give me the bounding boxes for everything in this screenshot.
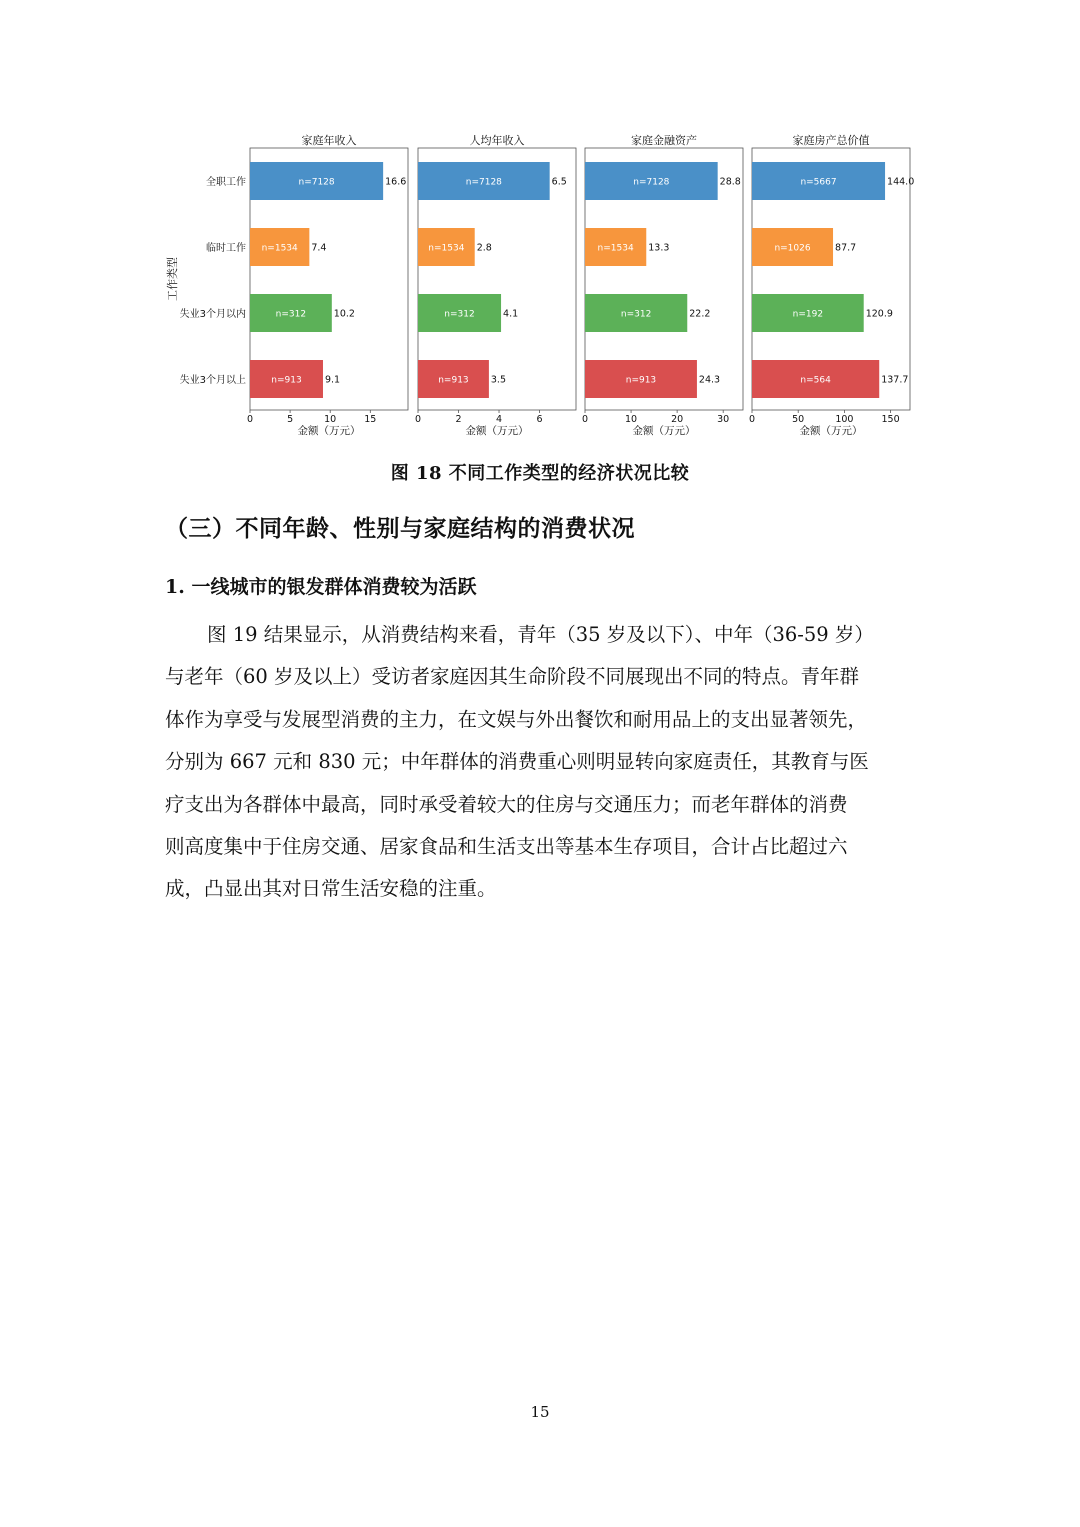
- panel-title: 家庭金融资产: [631, 134, 697, 147]
- x-tick-label: 10: [625, 414, 638, 425]
- x-axis-label: 金额（万元）: [799, 425, 863, 437]
- bar-value-label: 13.3: [648, 242, 670, 254]
- bar-value-label: 24.3: [698, 374, 721, 386]
- category-label: 全职工作: [206, 177, 246, 188]
- bar-value-label: 10.2: [333, 308, 355, 320]
- x-tick-label: 20: [671, 414, 684, 425]
- x-tick-label: 0: [581, 414, 589, 425]
- x-tick-label: 10: [324, 414, 337, 425]
- bar-n-label: n=913: [271, 375, 302, 386]
- bar-n-label: n=1026: [774, 243, 811, 254]
- bar-n-label: n=1534: [261, 243, 298, 254]
- x-tick-label: 6: [536, 414, 543, 425]
- x-axis-label: 金额（万元）: [465, 425, 529, 437]
- bar-n-label: n=312: [275, 309, 307, 320]
- bar-value-label: 87.7: [835, 242, 857, 254]
- x-tick-label: 0: [246, 414, 254, 425]
- paragraph-line: 体作为享受与发展型消费的主力，在文娱与外出餐饮和耐用品上的支出显著领先，: [165, 708, 868, 731]
- section-heading: （三）不同年龄、性别与家庭结构的消费状况: [165, 515, 635, 542]
- bar-n-label: n=913: [625, 375, 657, 386]
- bar-value-label: 28.8: [719, 176, 741, 188]
- paragraph-line: 与老年（60 岁及以上）受访者家庭因其生命阶段不同展现出不同的特点。青年群: [165, 665, 860, 688]
- x-tick-label: 4: [496, 414, 503, 425]
- y-axis-label: 工作类型: [166, 257, 179, 301]
- panel-title: 人均年收入: [469, 134, 525, 147]
- x-tick-label: 15: [364, 414, 377, 425]
- bar-value-label: 137.7: [881, 374, 909, 386]
- bar-value-label: 2.8: [476, 242, 492, 254]
- page-number: 15: [530, 1403, 550, 1421]
- category-label: 临时工作: [206, 243, 246, 254]
- bar-n-label: n=913: [438, 375, 469, 386]
- bar-n-label: n=7128: [633, 177, 670, 188]
- x-tick-label: 50: [792, 414, 805, 425]
- bar-value-label: 22.2: [689, 308, 711, 320]
- bar-value-label: 16.6: [385, 176, 407, 188]
- bar-n-label: n=1534: [597, 243, 634, 254]
- bar-value-label: 144.0: [887, 176, 915, 188]
- x-tick-label: 5: [287, 414, 294, 425]
- paragraph-line: 分别为 667 元和 830 元；中年群体的消费重心则明显转向家庭责任，其教育与医: [165, 750, 869, 773]
- bar-n-label: n=7128: [465, 177, 502, 188]
- panel-title: 家庭房产总价值: [792, 134, 870, 147]
- x-tick-label: 100: [835, 414, 854, 425]
- x-tick-label: 2: [455, 414, 462, 425]
- sub-heading: 1. 一线城市的银发群体消费较为活跃: [165, 576, 477, 598]
- bar-value-label: 120.9: [865, 308, 893, 320]
- category-label: 失业3个月以内: [179, 309, 246, 320]
- x-axis-label: 金额（万元）: [632, 425, 696, 437]
- bar-value-label: 3.5: [490, 374, 507, 386]
- bar-n-label: n=564: [800, 375, 831, 386]
- bar-value-label: 4.1: [503, 308, 519, 320]
- bar-n-label: n=192: [792, 309, 824, 320]
- x-axis-label: 金额（万元）: [297, 425, 361, 437]
- bar-n-label: n=7128: [298, 177, 335, 188]
- x-tick-label: 0: [748, 414, 756, 425]
- category-label: 失业3个月以上: [179, 375, 246, 386]
- bar-n-label: n=5667: [800, 177, 837, 188]
- paragraph-line: 图 19 结果显示，从消费结构来看，青年（35 岁及以下）、中年（36-59 岁）: [207, 623, 874, 646]
- bar-n-label: n=1534: [428, 243, 465, 254]
- x-tick-label: 30: [717, 414, 730, 425]
- x-tick-label: 0: [414, 414, 422, 425]
- bar-n-label: n=312: [444, 309, 475, 320]
- paragraph-line: 疗支出为各群体中最高，同时承受着较大的住房与交通压力；而老年群体的消费: [165, 793, 848, 816]
- paragraph-line: 成，凸显出其对日常生活安稳的注重。: [165, 877, 497, 900]
- bar-n-label: n=312: [620, 309, 652, 320]
- x-tick-label: 150: [881, 414, 900, 425]
- panel-title: 家庭年收入: [301, 134, 357, 147]
- paragraph-line: 则高度集中于住房交通、居家食品和生活支出等基本生存项目，合计占比超过六: [165, 835, 848, 858]
- economic-status-chart: [150, 125, 930, 445]
- bar-value-label: 9.1: [324, 374, 341, 386]
- bar-value-label: 6.5: [551, 176, 567, 188]
- figure-caption: 图 18 不同工作类型的经济状况比较: [390, 463, 690, 484]
- bar-value-label: 7.4: [311, 242, 327, 254]
